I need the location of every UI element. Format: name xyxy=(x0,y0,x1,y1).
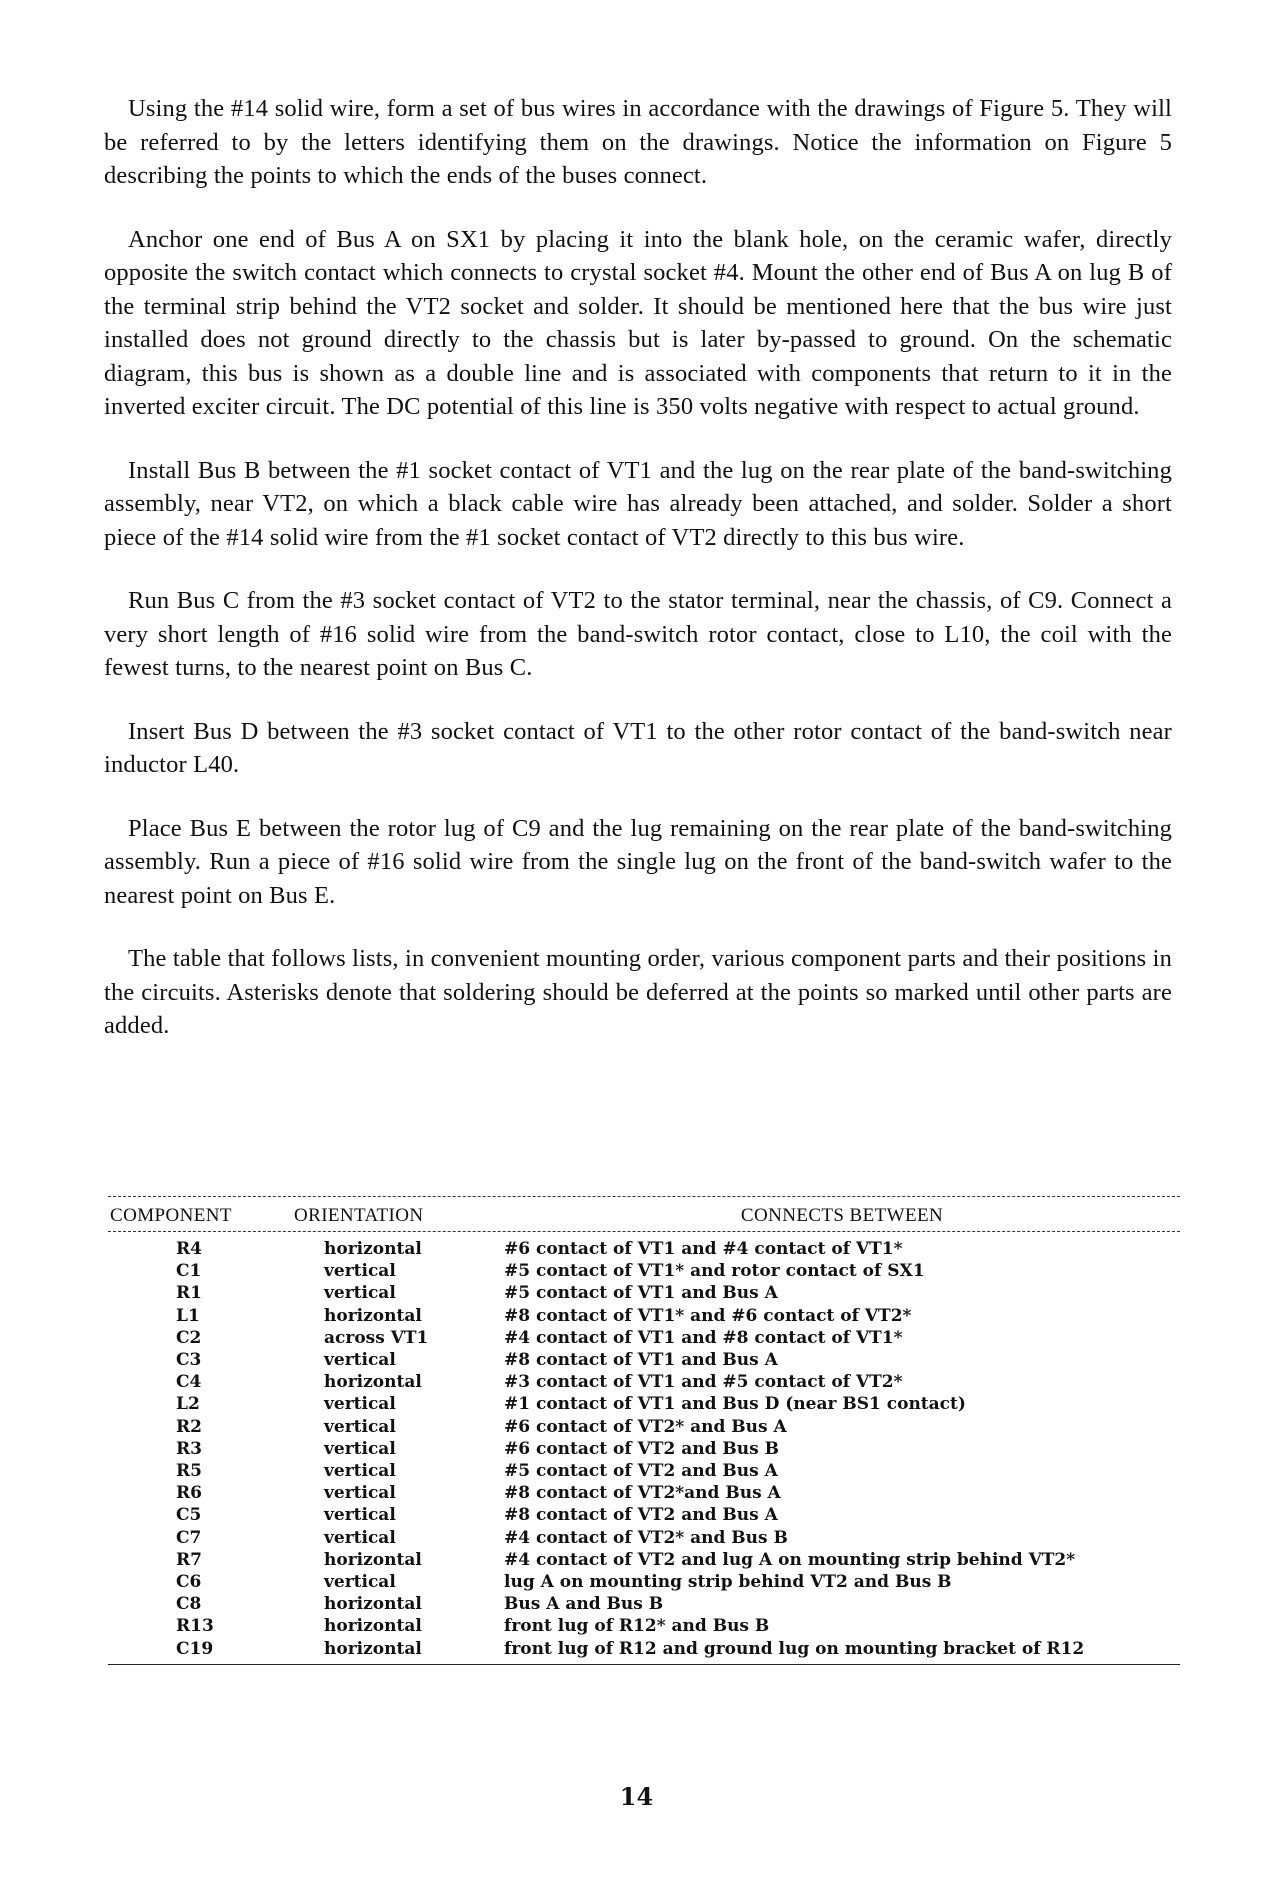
paragraph-bus-e: Place Bus E between the rotor lug of C9 and the lug remaining on the rear plate of the band-switching assembly. Run a piece of #16 solid wire from the single lug on the front of the band-switch wafer to the nearest point on Bus E. xyxy=(104,814,1172,909)
cell-component: R3 xyxy=(176,1438,202,1459)
cell-component: C6 xyxy=(176,1572,202,1593)
cell-connects-between: front lug of R12 and ground lug on mounting bracket of R12 xyxy=(504,1638,1085,1659)
cell-component: C19 xyxy=(176,1638,214,1659)
page-number: 14 xyxy=(619,1782,654,1811)
cell-orientation: vertical xyxy=(324,1527,396,1548)
cell-component: R1 xyxy=(176,1283,202,1304)
cell-component: C3 xyxy=(176,1350,202,1371)
cell-component: C8 xyxy=(176,1594,202,1615)
cell-connects-between: #5 contact of VT1 and Bus A xyxy=(504,1283,778,1304)
cell-component: L2 xyxy=(176,1394,200,1415)
cell-component: C7 xyxy=(176,1527,202,1548)
cell-connects-between: #4 contact of VT2 and lug A on mounting strip behind VT2* xyxy=(504,1549,1076,1570)
cell-component: R4 xyxy=(176,1239,202,1259)
cell-connects-between: #6 contact of VT1 and #4 contact of VT1* xyxy=(504,1239,903,1259)
cell-orientation: vertical xyxy=(324,1416,396,1437)
cell-orientation: vertical xyxy=(324,1438,396,1459)
cell-orientation: vertical xyxy=(324,1461,396,1482)
paragraph-bus-wires-intro: Using the #14 solid wire, form a set of bus wires in accordance with the drawings of Figure 5. They will be referred to by the letters identifying them on the drawings. Notice the information on Figure 5 describing the points to which the ends of the buses connect. xyxy=(104,95,1172,189)
table-body xyxy=(108,1232,1180,1664)
cell-orientation: horizontal xyxy=(324,1549,422,1570)
cell-component: R7 xyxy=(176,1549,202,1570)
table-row xyxy=(108,1615,1180,1637)
cell-connects-between: Bus A and Bus B xyxy=(504,1594,664,1615)
cell-orientation: vertical xyxy=(324,1483,396,1504)
cell-orientation: horizontal xyxy=(324,1616,422,1637)
cell-orientation: vertical xyxy=(324,1505,396,1526)
table-header-row xyxy=(108,1197,1180,1231)
cell-connects-between: #6 contact of VT2* and Bus A xyxy=(504,1416,787,1437)
cell-component: R5 xyxy=(176,1461,202,1482)
cell-orientation: vertical xyxy=(324,1394,396,1415)
table-row xyxy=(108,1282,1180,1304)
cell-connects-between: #5 contact of VT2 and Bus A xyxy=(504,1461,778,1482)
table-row xyxy=(108,1305,1180,1327)
cell-orientation: horizontal xyxy=(324,1239,422,1259)
table-row xyxy=(108,1482,1180,1504)
header-connects-between: CONNECTS BETWEEN xyxy=(740,1205,944,1226)
cell-component: R13 xyxy=(176,1616,214,1637)
cell-connects-between: lug A on mounting strip behind VT2 and Bus B xyxy=(504,1572,952,1593)
paragraph-bus-d: Insert Bus D between the #3 socket contact of VT1 to the other rotor contact of the band-switch near inductor L40. xyxy=(104,717,1172,778)
table-row xyxy=(108,1571,1180,1593)
header-orientation: ORIENTATION xyxy=(294,1205,424,1226)
paragraph-bus-a: Anchor one end of Bus A on SX1 by placing it into the blank hole, on the ceramic wafer, directly opposite the switch contact which connects to crystal socket #4. Mount the other end of Bus A on lug B of the terminal strip behind the VT2 socket and solder. It should be mentioned here that the bus wire just installed does not ground directly to the chassis but is later by-passed to ground. On the schematic diagram, this bus is shown as a double line and is associated with components that return to it in the inverted exciter circuit. The DC potential of this line is 350 volts negative with respect to actual ground. xyxy=(104,225,1172,420)
cell-orientation: horizontal xyxy=(324,1305,422,1326)
body-text xyxy=(104,92,1172,1043)
cell-orientation: vertical xyxy=(324,1283,396,1304)
cell-component: C4 xyxy=(176,1372,202,1393)
table-row xyxy=(108,1349,1180,1371)
table-row xyxy=(108,1593,1180,1615)
cell-component: R6 xyxy=(176,1483,202,1504)
table-row xyxy=(108,1438,1180,1460)
table-row xyxy=(108,1371,1180,1393)
table-row xyxy=(108,1327,1180,1349)
cell-connects-between: #8 contact of VT1 and Bus A xyxy=(504,1350,778,1371)
table-row xyxy=(108,1549,1180,1571)
table-row xyxy=(108,1238,1180,1260)
cell-orientation: horizontal xyxy=(324,1638,422,1659)
cell-connects-between: #8 contact of VT2*and Bus A xyxy=(504,1483,781,1504)
cell-connects-between: #5 contact of VT1* and rotor contact of SX1 xyxy=(504,1261,925,1282)
table-row xyxy=(108,1393,1180,1415)
table-row xyxy=(108,1527,1180,1549)
cell-orientation: horizontal xyxy=(324,1372,422,1393)
cell-connects-between: #4 contact of VT2* and Bus B xyxy=(504,1527,788,1548)
header-component: COMPONENT xyxy=(110,1205,232,1226)
cell-connects-between: #3 contact of VT1 and #5 contact of VT2* xyxy=(504,1372,903,1393)
table-bottom-rule xyxy=(108,1664,1180,1665)
cell-connects-between: #8 contact of VT1* and #6 contact of VT2* xyxy=(504,1305,912,1326)
cell-component: R2 xyxy=(176,1416,202,1437)
cell-connects-between: front lug of R12* and Bus B xyxy=(504,1616,770,1637)
table-row xyxy=(108,1638,1180,1660)
table-row xyxy=(108,1416,1180,1438)
cell-orientation: vertical xyxy=(324,1572,396,1593)
cell-orientation: vertical xyxy=(324,1350,396,1371)
paragraph-bus-c: Run Bus C from the #3 socket contact of VT2 to the stator terminal, near the chassis, of C9. Connect a very short length of #16 solid wire from the band-switch rotor contact, close to L10, the coil with the fewest turns, to the nearest point on Bus C. xyxy=(104,587,1172,681)
cell-connects-between: #1 contact of VT1 and Bus D (near BS1 contact) xyxy=(504,1394,966,1415)
cell-orientation: across VT1 xyxy=(324,1327,429,1348)
table-row xyxy=(108,1504,1180,1526)
paragraph-table-intro: The table that follows lists, in convenient mounting order, various component parts and their positions in the circuits. Asterisks denote that soldering should be deferred at the points so marked until other parts are added. xyxy=(104,945,1172,1039)
table-row xyxy=(108,1460,1180,1482)
paragraph-bus-b: Install Bus B between the #1 socket contact of VT1 and the lug on the rear plate of the band-switching assembly, near VT2, on which a black cable wire has already been attached, and solder. Solder a short piece of the #14 solid wire from the #1 socket contact of VT2 directly to this bus wire. xyxy=(104,456,1172,551)
cell-component: C2 xyxy=(176,1327,202,1348)
cell-connects-between: #6 contact of VT2 and Bus B xyxy=(504,1438,779,1459)
table-row xyxy=(108,1260,1180,1282)
cell-orientation: vertical xyxy=(324,1261,396,1282)
cell-component: C5 xyxy=(176,1505,202,1526)
cell-connects-between: #8 contact of VT2 and Bus A xyxy=(504,1505,778,1526)
component-table xyxy=(108,1196,1180,1665)
cell-connects-between: #4 contact of VT1 and #8 contact of VT1* xyxy=(504,1327,903,1348)
cell-orientation: horizontal xyxy=(324,1594,422,1615)
cell-component: L1 xyxy=(176,1305,200,1326)
cell-component: C1 xyxy=(176,1261,202,1282)
